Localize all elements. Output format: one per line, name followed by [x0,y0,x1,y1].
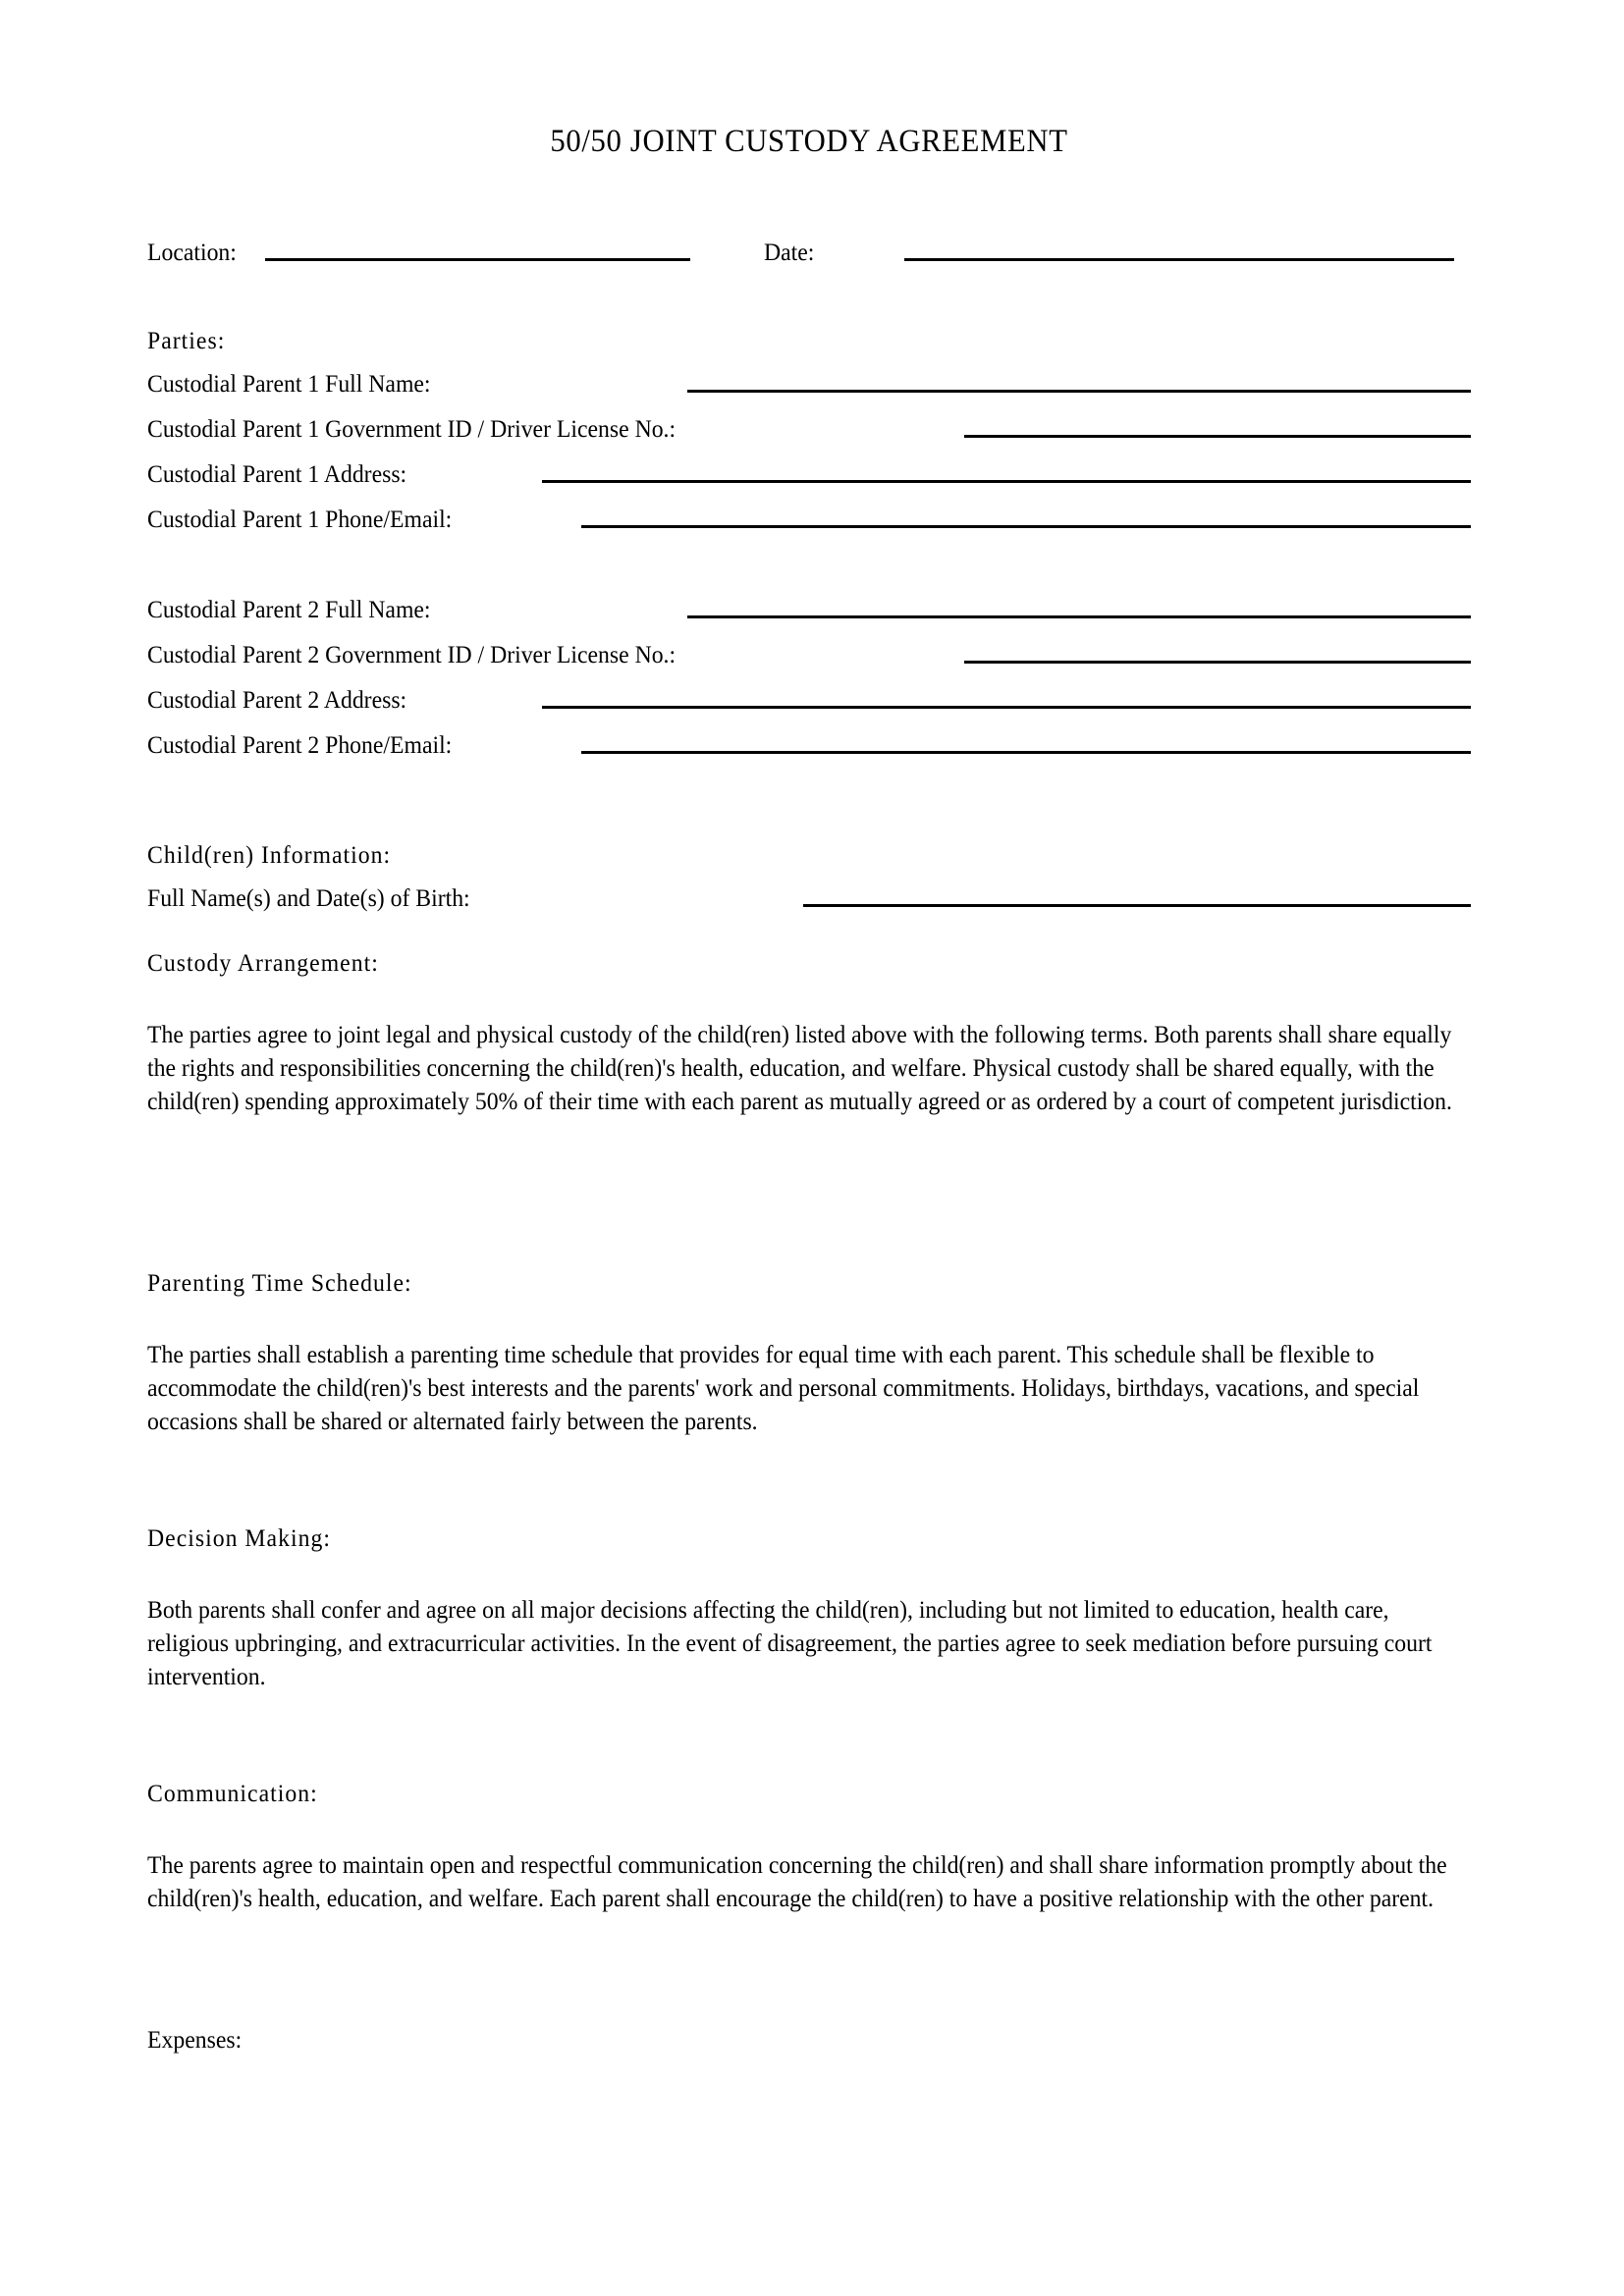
children-information-heading: Child(ren) Information: [147,840,392,869]
parent2-gov-id-input[interactable] [964,661,1471,664]
parent1-full-name-label: Custodial Parent 1 Full Name: [147,369,431,398]
field-row [147,687,1471,713]
children-names-dob-label: Full Name(s) and Date(s) of Birth: [147,883,470,912]
parent1-address-input[interactable] [542,480,1471,483]
section-custody-arrangement [147,948,397,978]
header-fields-row [147,240,1471,265]
communication-body-wrap [147,1848,1471,1915]
section-parenting-time-schedule [147,1268,432,1298]
field-row [147,416,1471,442]
parent2-phone-email-input[interactable] [581,751,1471,754]
parent1-phone-email-input[interactable] [581,525,1471,528]
section-expenses [147,2025,248,2055]
location-label: Location: [147,238,237,266]
decision-making-body-wrap [147,1593,1471,1694]
field-row [147,885,1471,911]
section-decision-making [147,1523,345,1553]
parent2-address-label: Custodial Parent 2 Address: [147,685,407,714]
parent2-gov-id-label: Custodial Parent 2 Government ID / Driver License No.: [147,640,677,668]
custody-arrangement-heading: Custody Arrangement: [147,948,379,977]
parent2-full-name-label: Custodial Parent 2 Full Name: [147,595,431,623]
parent2-full-name-input[interactable] [687,615,1471,618]
parent2-phone-email-label: Custodial Parent 2 Phone/Email: [147,730,453,759]
field-row [147,371,1471,397]
field-row [147,597,1471,622]
parent2-address-input[interactable] [542,706,1471,709]
date-label: Date: [763,238,815,266]
children-heading-wrap [147,840,409,870]
parties-heading-wrap [147,326,231,355]
parent1-gov-id-label: Custodial Parent 1 Government ID / Driver License No.: [147,414,677,443]
parenting-time-schedule-body: The parties shall establish a parenting time schedule that provides for equal time with each parent. This schedule shall be flexible to accommodate the child(ren)'s best interests and the parents' work and personal commitments. Holidays, birthdays, vacations, and special occasions shall be shared or alternated fairly between the parents. [147,1340,1420,1436]
communication-body: The parents agree to maintain open and respectful communication concerning the child(ren) and shall share information promptly about the child(ren)'s health, education, and welfare. Each parent shall encourage the child(ren) to have a positive relationship with the other parent. [147,1850,1447,1913]
field-row [147,507,1471,532]
parenting-time-schedule-body-wrap [147,1338,1471,1439]
custody-arrangement-body: The parties agree to joint legal and physical custody of the child(ren) listed above with the following terms. Both parents shall share equally the rights and responsibilities concerning the child(ren)'s health, education, and welfare. Physical custody shall be shared equally, with the child(ren) spending approximately 50% of their time with each parent as mutually agreed or as ordered by a court of competent jurisdiction. [147,1020,1452,1116]
parenting-time-schedule-heading: Parenting Time Schedule: [147,1268,412,1297]
decision-making-body: Both parents shall confer and agree on all major decisions affecting the child(ren), including but not limited to education, health care, religious upbringing, and extracurricular activities. In the event of disagreement, the parties agree to seek mediation before pursuing court intervention. [147,1595,1433,1691]
custody-arrangement-body-wrap [147,1018,1471,1119]
communication-heading: Communication: [147,1779,318,1807]
parent1-address-label: Custodial Parent 1 Address: [147,459,407,488]
location-input[interactable] [265,258,690,261]
parent1-phone-email-label: Custodial Parent 1 Phone/Email: [147,505,453,533]
field-row [147,461,1471,487]
page-title: 50/50 JOINT CUSTODY AGREEMENT [550,124,1068,159]
decision-making-heading: Decision Making: [147,1523,331,1552]
field-row [147,732,1471,758]
field-row [147,642,1471,667]
section-communication [147,1779,331,1808]
document-body [147,0,1471,162]
parent1-full-name-input[interactable] [687,390,1471,393]
parent1-gov-id-input[interactable] [964,435,1471,438]
date-input[interactable] [904,258,1454,261]
children-names-dob-input[interactable] [803,904,1471,907]
expenses-heading: Expenses: [147,2025,243,2054]
parties-heading: Parties: [147,326,226,354]
